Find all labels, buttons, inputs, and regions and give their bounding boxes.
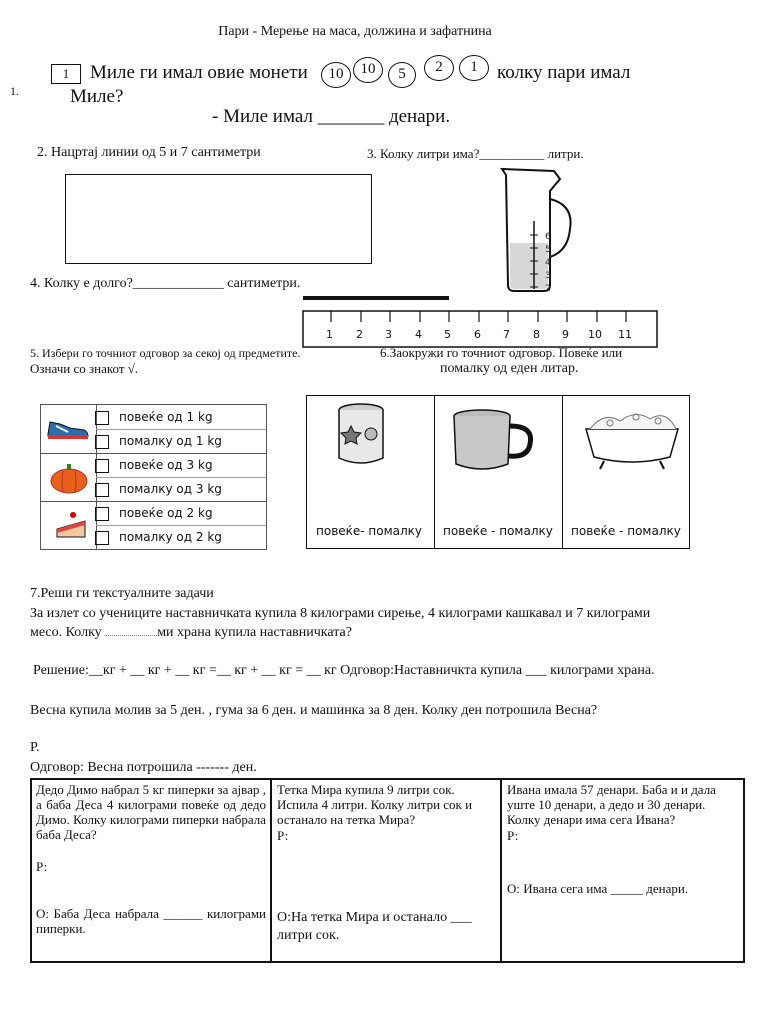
option-row[interactable]: повеќе од 2 kg [95,506,213,521]
coin-2: 2 [424,55,454,81]
q7-heading: 7.Реши ги текстуалните задачи [30,586,214,601]
bathtub-icon [580,405,684,471]
option-row[interactable]: помалку од 1 kg [95,434,222,449]
q1-text-line2: Миле? [70,86,124,107]
q1-text: Миле ги имал овие монети [90,62,308,83]
q6-line1: 6.Заокружи го точниот одговор. Повеќе или [380,345,623,360]
checkbox[interactable] [95,507,109,521]
q1-text-after: колку пари имал [497,62,631,83]
mug-answer[interactable]: повеќе - помалку [443,524,553,538]
ruler-labels: 1 2 3 4 5 6 7 8 9 10 11 [326,328,632,341]
checkbox[interactable] [95,411,109,425]
problem1-line2: месо. Колку ми храна купила наставничката? [30,625,352,640]
q5-line2: Означи со знакот √. [30,361,139,376]
q6-line2: помалку од еден литар. [440,361,579,376]
q4-text: 4. Колку е долго?_____________ сантиметри. [30,276,301,291]
mug-icon [450,408,538,472]
problem-cell-2-answer: О:На тетка Мира и останало ___ литри сок. [277,910,472,943]
coin-10: 10 [353,57,383,83]
problem-cell-1-text: Дедо Димо набрал 5 кг пиперки за ајвар , а баба Деса 4 килограми повеќе од дедо Димо. Колку килограми пиперки набрала баба Деса? [36,782,266,842]
drawing-box[interactable] [65,174,372,264]
q1-answer: - Миле имал _______ денари. [212,106,451,127]
question-number-box: 1 [51,64,81,84]
q5-line1: 5. Избери го точниот одговор за секој од предметите. [30,346,301,360]
option-row[interactable]: повеќе од 3 kg [95,458,213,473]
problem-cell-3-text: Ивана имала 57 денари. Баба и и дала уште 10 денари, а дедо и 30 денари. Колку денари има сега Ивана? [507,782,716,827]
problem1-line1: За излет со учениците наставничката купила 8 килограми сирење, 4 килограми кашкавал и 7 килограми [30,606,651,621]
answer2: Одговор: Весна потрошила ------- ден. [30,760,257,775]
checkbox[interactable] [95,483,109,497]
solution-line: Решение:__кг + __ кг + __ кг =__ кг + __ кг = __ кг Одговор:Наставничкта купила ___ килограми храна. [33,663,655,678]
margin-number: 1. [10,84,19,98]
option-row[interactable]: помалку од 3 kg [95,482,222,497]
coin-1: 1 [459,55,489,81]
problem-cell-2-text: Тетка Мира купила 9 литри сок. Испила 4 литри. Колку литри сок и останало на тетка Мира? [277,782,473,827]
checkbox[interactable] [95,459,109,473]
measured-line [303,296,449,300]
jug-marks: 6 5 4 3 2 [545,232,551,294]
p-label: Р. [30,740,40,755]
sneaker-icon [46,418,90,440]
pumpkin-icon [49,462,89,494]
checkbox[interactable] [95,531,109,545]
q2-text: 2. Нацртај линии од 5 и 7 сантиметри [37,145,261,160]
can-icon [335,402,387,468]
q3-text: 3. Колку литри има?__________ литри. [367,146,584,161]
measuring-jug-icon [488,165,580,295]
coin-10: 10 [321,62,351,88]
word-problems-table [30,778,745,963]
coin-5: 5 [388,62,416,88]
page-title: Пари - Мерење на маса, должина и зафатнина [218,24,492,39]
bathtub-answer[interactable]: повеќе - помалку [571,524,681,538]
cake-icon [53,507,89,541]
problem-cell-2-r: Р: [277,828,289,843]
problem-cell-3-answer: О: Ивана сега има _____ денари. [507,881,689,896]
problem-cell-1-r: Р: [36,859,48,874]
option-row[interactable]: повеќе од 1 kg [95,410,213,425]
checkbox[interactable] [95,435,109,449]
option-row[interactable]: помалку од 2 kg [95,530,222,545]
can-answer[interactable]: повеќе- помалку [316,524,423,538]
problem-cell-3-r: Р: [507,828,519,843]
problem-cell-1-answer: О: Баба Деса набрала ______ килограми пиперки. [36,906,266,936]
problem2: Весна купила молив за 5 ден. , гума за 6 ден. и машинка за 8 ден. Колку ден потрошила Весна? [30,703,598,718]
